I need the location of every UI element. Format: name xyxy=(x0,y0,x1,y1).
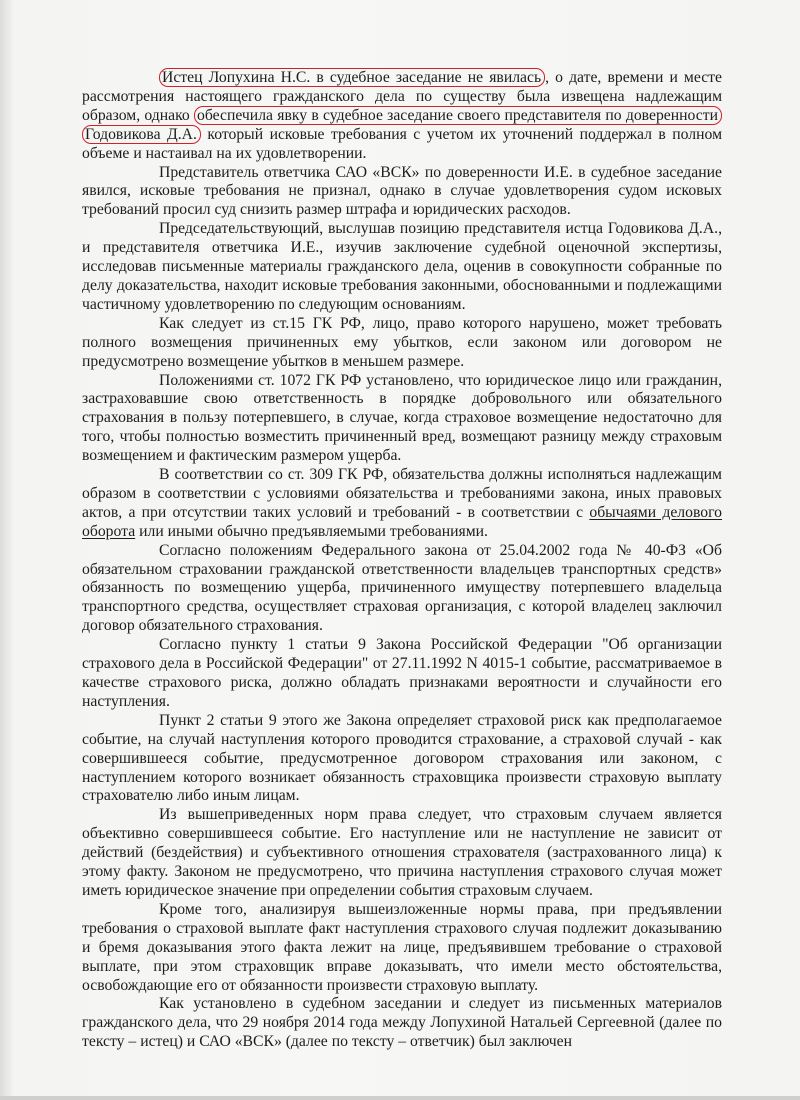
page-edge-shadow xyxy=(0,1096,800,1100)
text-run: Председательствующий, выслушав позицию представителя истца Годовикова Д.А., и представителя ответчика И.Е., изучив заключение судебной оценочной экспертизы, исследовав письменные материалы гражданского дела, оценив в совокупности собранные по делу доказательства, находит исковые требования законными, обоснованными и подлежащими частичному удовлетворению по следующим основаниям. xyxy=(82,220,722,313)
text-run: Представитель ответчика САО «ВСК» по доверенности И.Е. в судебное заседание явился, исковые требования не признал, однако в случае удовлетворения судом исковых требований просил суд снизить размер штрафа и юридических расходов. xyxy=(82,163,722,219)
paragraph-12 xyxy=(82,995,722,1052)
text-run: который исковые требования с учетом их уточнений поддержал в полном объеме и настаивал на их удовлетворении. xyxy=(82,125,722,162)
paragraph-7 xyxy=(82,542,722,637)
paragraph-5 xyxy=(82,372,722,467)
handwritten-circle-highlight: обеспечила явку в судебное заседание своего представителя по доверенности Годовикова Д.А. xyxy=(82,106,722,144)
text-run: Из вышеприведенных норм права следует, что страховым случаем является объективно совершившееся событие. Его наступление или не наступление не зависит от действий (бездействия) и субъективного отношения страхователя (застрахованного лица) к этому факту. Законом не предусмотрено, что причина наступления страхового случая может иметь юридическое значение при определении события страховым случаем. xyxy=(82,806,722,899)
text-run: , о дате, времени и месте рассмотрения настоящего гражданского дела по существу была извещена надлежащим образом, однако xyxy=(82,69,722,124)
paragraph-11 xyxy=(82,901,722,996)
paragraph-9 xyxy=(82,712,722,807)
handwritten-circle-highlight: Истец Лопухина Н.С. в судебное заседание не явилась xyxy=(159,68,545,87)
paragraph-10 xyxy=(82,806,722,901)
text-run: В соответствии со ст. 309 ГК РФ, обязательства должны исполняться надлежащим образом в соответствии с условиями обязательства и требованиями закона, иных правовых актов, а при отсутствии таких условий и требований - в соответствии с xyxy=(82,466,722,521)
paragraph-6 xyxy=(82,466,722,542)
text-run: Кроме того, анализируя вышеизложенные нормы права, при предъявлении требования о страховой выплате факт наступления страхового случая подлежит доказыванию и бремя доказывания этого факта лежит на лице, предъявившем требование о страховой выплате, при этом страховщик вправе доказывать, что имели место обстоятельства, освобождающие его от обязанности произвести страховую выплату. xyxy=(82,900,722,994)
paragraph-1 xyxy=(82,69,722,164)
text-run: Как следует из ст.15 ГК РФ, лицо, право которого нарушено, может требовать полного возмещения причиненных ему убытков, если законом или договором не предусмотрено возмещение убытков в меньшем размере. xyxy=(82,314,722,370)
text-run: Пункт 2 статьи 9 этого же Закона определяет страховой риск как предполагаемое событие, на случай наступления которого проводится страхование, а страховой случай - как совершившееся событие, предусмотренное договором страхования или законом, с наступлением которого возникает обязанность страховщика произвести страховую выплату страхователю либо иным лицам. xyxy=(82,711,722,805)
text-run: Согласно положениям Федерального закона от 25.04.2002 года № 40-ФЗ «Об обязательном страховании гражданской ответственности владельцев транспортных средств» обязанность по возмещению ущерба, причиненного имуществу потерпевшего владельца транспортного средства, осуществляет страховая организация, с которой владелец заключил договор обязательного страхования. xyxy=(82,541,722,635)
paragraph-3 xyxy=(82,220,722,315)
text-run: или иными обычно предъявляемыми требованиями. xyxy=(135,522,488,540)
paragraph-2 xyxy=(82,164,722,221)
underlined-phrase: обычаями делового оборота xyxy=(82,503,722,540)
text-run: Согласно пункту 1 статьи 9 Закона Российской Федерации "Об организации страхового дела в Российской Федерации" от 27.11.1992 N 4015-1 событие, рассматриваемое в качестве страхового риска, должно обладать признаками вероятности и случайности его наступления. xyxy=(82,636,722,710)
text-run: Как установлено в судебном заседании и следует из письменных материалов гражданского дела, что 29 ноября 2014 года между Лопухиной Натальей Сергеевной (далее по тексту – истец) и САО «ВСК» (далее по тексту – ответчик) был заключен xyxy=(82,995,722,1051)
paragraph-8 xyxy=(82,636,722,712)
document-body xyxy=(82,69,722,1052)
text-run: Положениями ст. 1072 ГК РФ установлено, что юридическое лицо или гражданин, застраховавшие свою ответственность в порядке добровольного или обязательного страхования в пользу потерпевшего, в случае, когда страховое возмещение недостаточно для того, чтобы полностью возместить причиненный вред, возмещают разницу между страховым возмещением и фактическим размером ущерба. xyxy=(82,371,722,465)
paragraph-4 xyxy=(82,315,722,372)
